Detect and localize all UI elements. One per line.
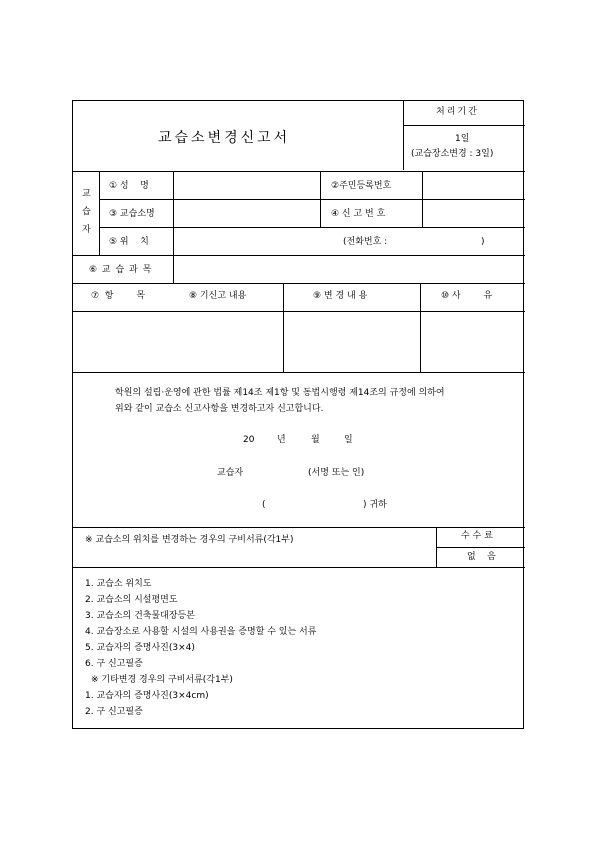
phone-field[interactable] bbox=[408, 229, 478, 254]
other-doc-item-2: 2. 구 신고필증 bbox=[85, 707, 143, 717]
divider bbox=[73, 255, 525, 256]
date-month-unit: 월 bbox=[311, 435, 320, 445]
divider bbox=[73, 311, 525, 312]
resident-no-label: ②주민등록번호 bbox=[331, 181, 392, 191]
processing-period-value: 1일 bbox=[455, 134, 470, 144]
name-field[interactable] bbox=[175, 173, 318, 198]
item-field[interactable] bbox=[75, 313, 171, 370]
facility-name-field[interactable] bbox=[175, 201, 318, 226]
divider bbox=[99, 227, 525, 228]
declaration-line-1: 학원의 설립·운영에 관한 법률 제14조 제1항 및 동법시행령 제14조의 규정에 의하여 bbox=[115, 388, 445, 398]
divider bbox=[283, 283, 284, 372]
applicant-label: 교습자 bbox=[217, 468, 244, 478]
report-no-field[interactable] bbox=[424, 201, 522, 226]
tutor-section-label-1: 교 bbox=[82, 189, 91, 199]
doc-item-1: 1. 교습소 위치도 bbox=[85, 579, 152, 589]
date-year-unit: 년 bbox=[277, 435, 286, 445]
divider bbox=[99, 171, 100, 255]
divider bbox=[73, 283, 525, 284]
divider bbox=[99, 199, 525, 200]
resident-no-field[interactable] bbox=[424, 173, 522, 198]
divider bbox=[420, 283, 421, 372]
fee-label: 수 수 료 bbox=[461, 531, 493, 541]
tutor-section-label-3: 자 bbox=[82, 225, 91, 235]
recipient-close: ) 귀하 bbox=[363, 500, 387, 510]
date-day-unit: 일 bbox=[344, 435, 353, 445]
divider bbox=[73, 527, 525, 528]
report-no-label: ④ 신 고 번 호 bbox=[331, 209, 386, 219]
form-title: 교습소변경신고서 bbox=[158, 130, 291, 146]
date-year: 20 bbox=[243, 435, 255, 445]
divider bbox=[403, 101, 404, 170]
subject-field[interactable] bbox=[175, 257, 523, 282]
prev-content-field[interactable] bbox=[175, 313, 281, 370]
processing-period-label: 처리기간 bbox=[436, 107, 479, 117]
processing-period-note: (교습장소변경 : 3일) bbox=[411, 149, 494, 159]
name-label: ① 성 명 bbox=[109, 181, 149, 191]
doc-item-4: 4. 교습장소로 사용할 시설의 사용권을 증명할 수 있는 서류 bbox=[85, 627, 317, 637]
other-docs-header: ※ 기타변경 경우의 구비서류(각1부) bbox=[91, 675, 233, 685]
phone-close: ) bbox=[481, 237, 485, 247]
new-content-field[interactable] bbox=[285, 313, 418, 370]
other-doc-item-1: 1. 교습자의 증명사진(3×4cm) bbox=[85, 691, 209, 701]
col-prev-header: ⑧ 기신고 내용 bbox=[189, 291, 247, 301]
col-reason-header: ⑩ 사 유 bbox=[441, 291, 493, 301]
doc-item-6: 6. 구 신고필증 bbox=[85, 659, 143, 669]
signature-label: (서명 또는 인) bbox=[308, 468, 365, 478]
doc-item-2: 2. 교습소의 시설평면도 bbox=[85, 595, 178, 605]
divider bbox=[436, 547, 525, 548]
report-form bbox=[72, 100, 524, 729]
divider bbox=[73, 372, 525, 373]
doc-item-3: 3. 교습소의 건축물대장등본 bbox=[85, 611, 195, 621]
divider bbox=[73, 567, 525, 568]
col-item-header: ⑦ 항 목 bbox=[91, 291, 146, 301]
location-label: ⑤ 위 치 bbox=[109, 237, 149, 247]
documents-header: ※ 교습소의 위치를 변경하는 경우의 구비서류(각1부) bbox=[85, 535, 294, 545]
location-field[interactable] bbox=[175, 229, 335, 254]
recipient-field[interactable] bbox=[269, 496, 359, 512]
subject-label: ⑥ 교 습 과 목 bbox=[89, 265, 153, 275]
divider bbox=[403, 125, 525, 126]
recipient-open: ( bbox=[262, 500, 266, 510]
declaration-line-2: 위와 같이 교습소 신고사항을 변경하고자 신고합니다. bbox=[115, 404, 324, 414]
col-new-header: ⑨ 변 경 내 용 bbox=[313, 291, 368, 301]
tutor-section-label-2: 습 bbox=[82, 207, 91, 217]
phone-label: (전화번호 : bbox=[343, 237, 388, 247]
reason-field[interactable] bbox=[422, 313, 523, 370]
facility-name-label: ③ 교습소명 bbox=[109, 209, 155, 219]
doc-item-5: 5. 교습자의 증명사진(3×4) bbox=[85, 643, 195, 653]
divider bbox=[73, 171, 525, 172]
fee-value: 없 음 bbox=[467, 552, 496, 562]
